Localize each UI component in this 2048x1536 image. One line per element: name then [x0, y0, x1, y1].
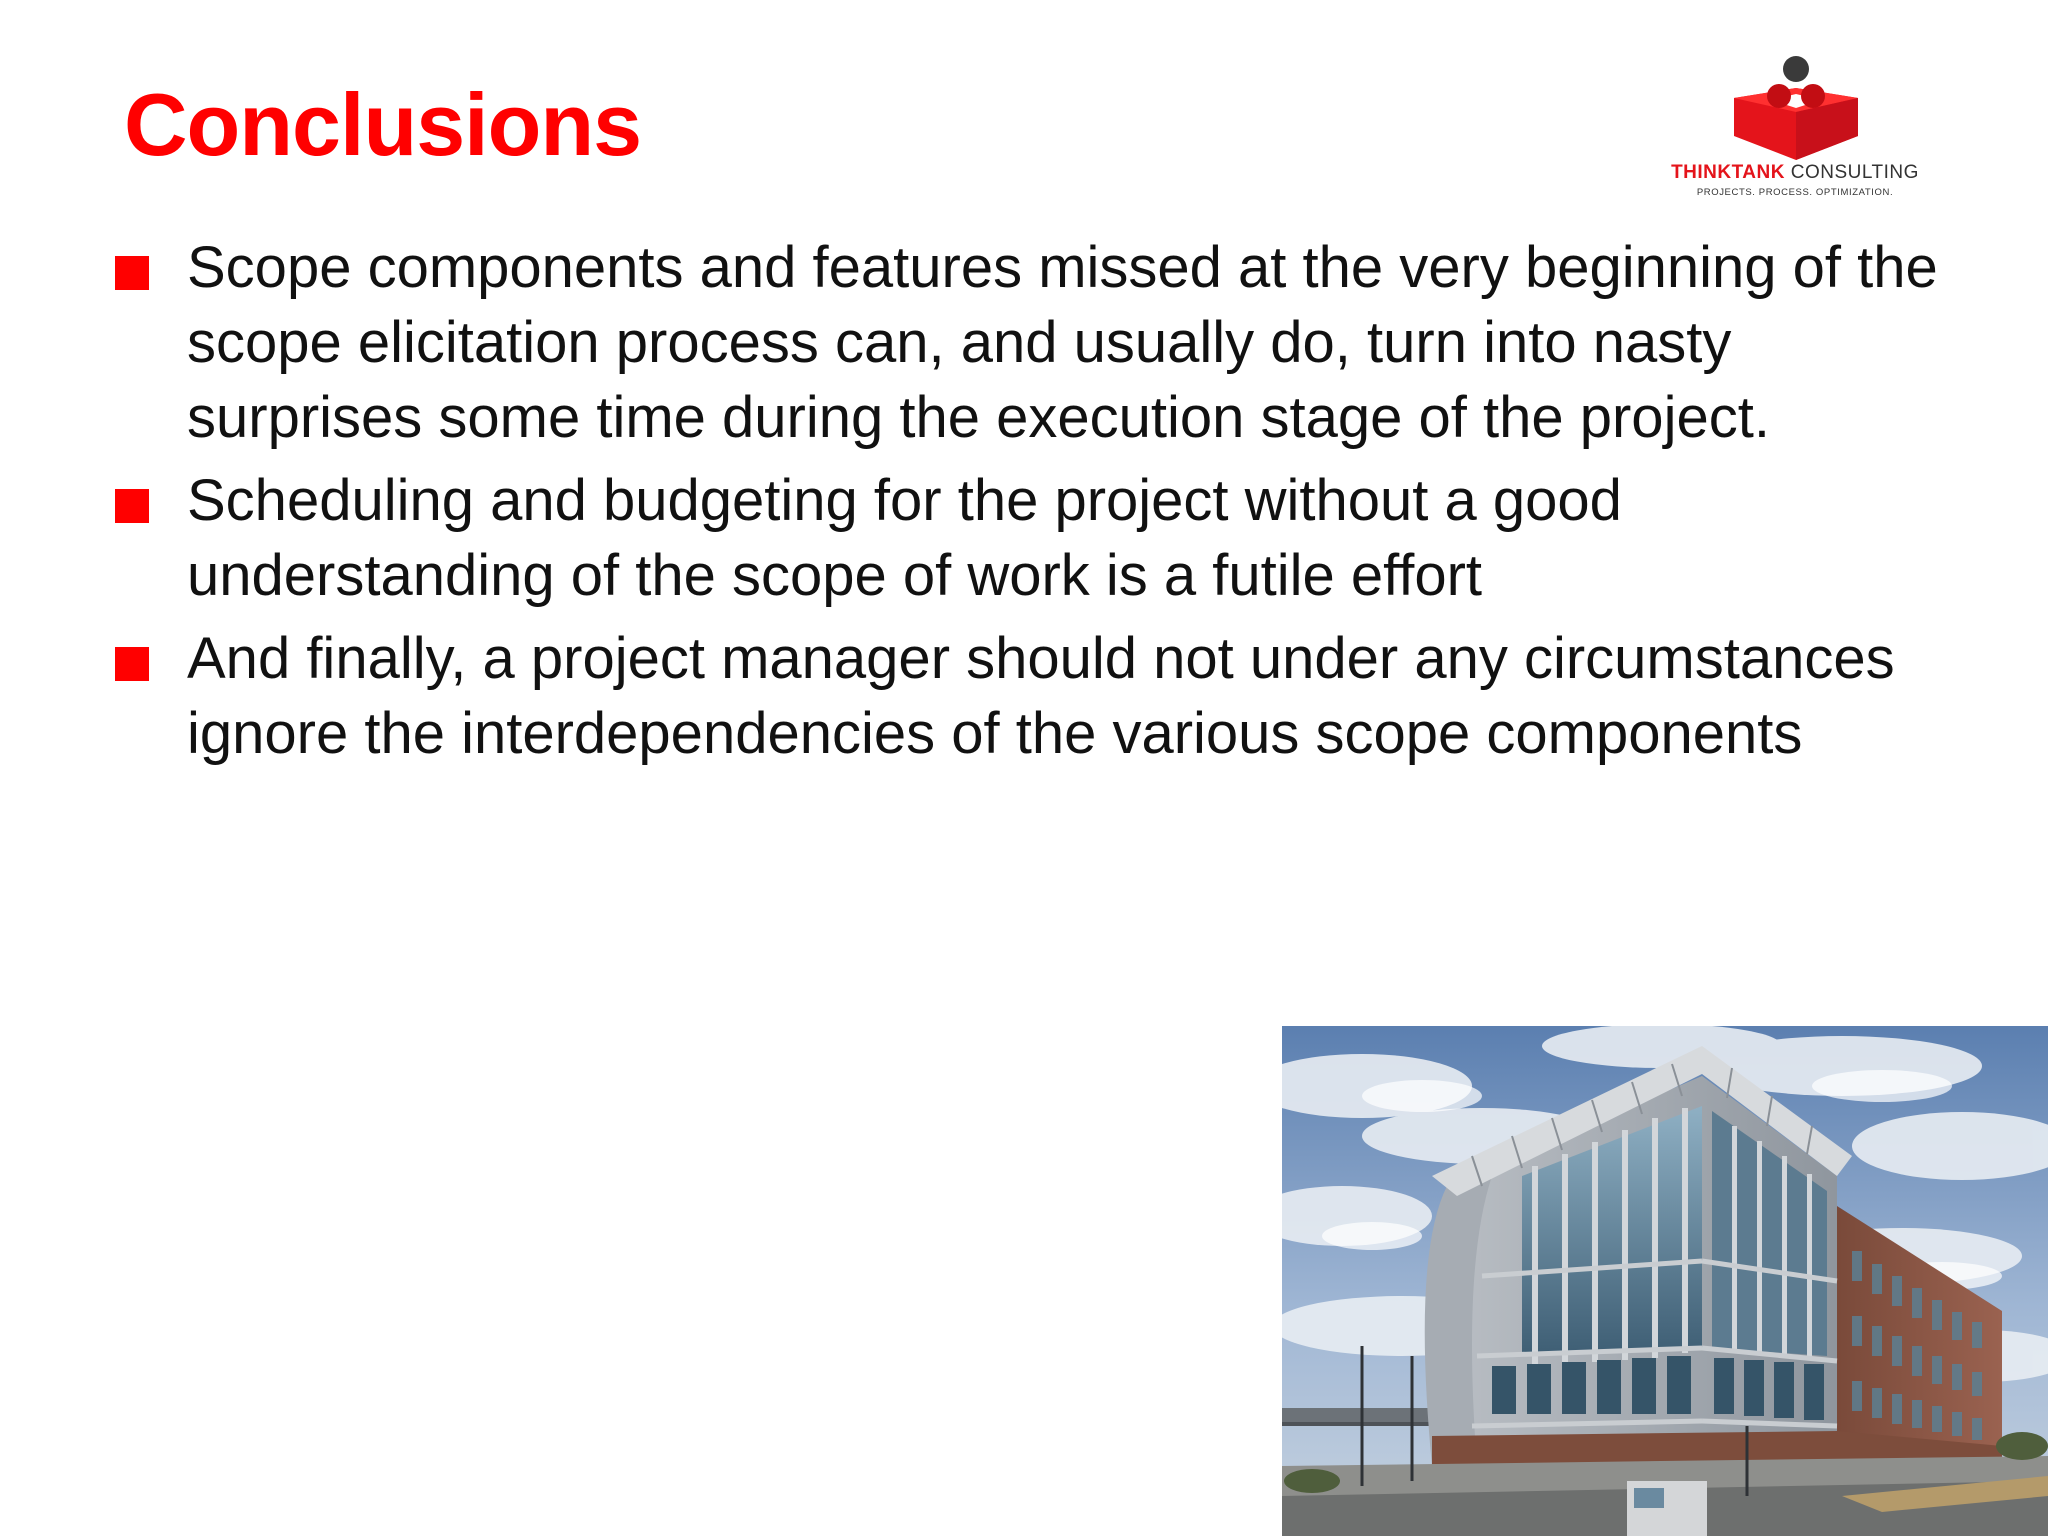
bullet-list: [112, 230, 1942, 779]
logo-name-part1: THINKTANK: [1671, 162, 1785, 183]
bullet-text: And finally, a project manager should not under any circumstances ignore the interdependencies of the various scope components: [187, 626, 1895, 766]
bullet-text: Scheduling and budgeting for the project without a good understanding of the scope of work is a futile effort: [187, 468, 1622, 608]
bullet-square-icon: [115, 489, 149, 523]
bullet-square-icon: [115, 647, 149, 681]
building-photo: [1282, 1026, 2048, 1536]
bullet-item: [112, 463, 1942, 613]
bullet-item: [112, 621, 1942, 771]
company-logo: [1660, 56, 1930, 206]
bullet-square-icon: [115, 256, 149, 290]
bullet-item: [112, 230, 1942, 455]
building-photo-icon: [1282, 1026, 2048, 1536]
logo-name: [1660, 162, 1930, 184]
logo-name-part2: CONSULTING: [1790, 162, 1919, 183]
logo-mark-icon: [1731, 56, 1861, 164]
slide-title: Conclusions: [124, 75, 642, 174]
bullet-text: Scope components and features missed at the very beginning of the scope elicitation process can, and usually do, turn into nasty surprises some time during the execution stage of the project.: [187, 235, 1938, 450]
logo-tagline: PROJECTS. PROCESS. OPTIMIZATION.: [1696, 187, 1894, 198]
